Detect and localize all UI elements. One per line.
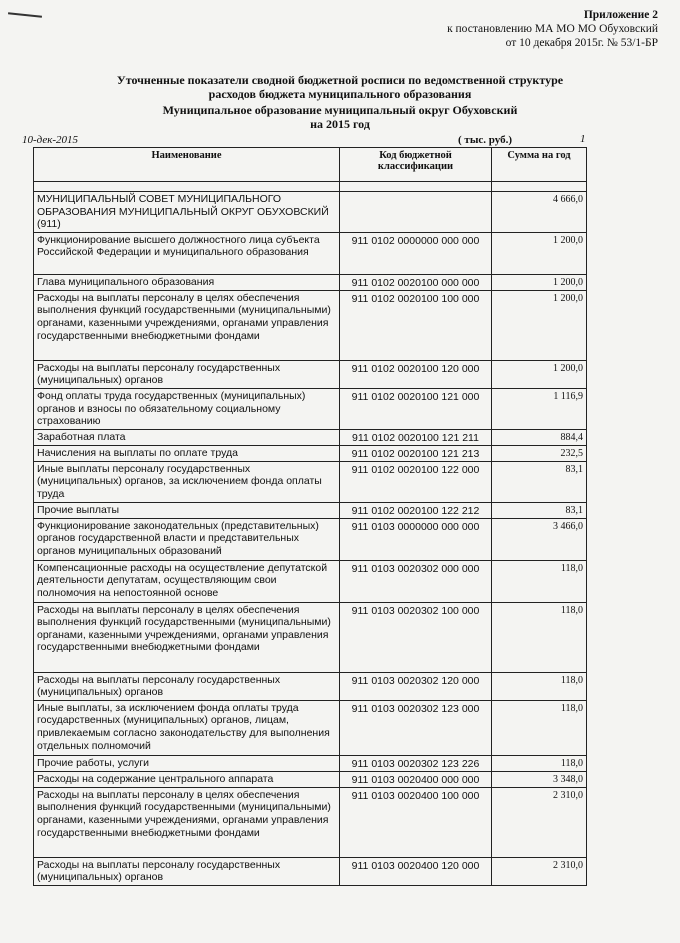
row-name: Расходы на выплаты персоналу в целях обеспечения выполнения функций государственными (муниципальными) органами, казенными учреждениями, органами управления государственными внебюджетными фондами (34, 787, 340, 857)
row-sum: 1 200,0 (492, 232, 587, 274)
header-sum: Сумма на год (492, 148, 587, 182)
document-title-line1: Уточненные показатели сводной бюджетной росписи по ведомственной структуре (116, 73, 564, 87)
row-code: 911 0102 0020100 000 000 (340, 274, 492, 290)
row-code: 911 0102 0020100 121 213 (340, 445, 492, 461)
row-sum: 1 200,0 (492, 360, 587, 388)
row-sum: 118,0 (492, 700, 587, 755)
row-code: 911 0103 0020302 123 000 (340, 700, 492, 755)
header-name: Наименование (34, 148, 340, 182)
table-row (34, 192, 587, 233)
row-code: 911 0103 0020400 100 000 (340, 787, 492, 857)
table-row (34, 755, 587, 771)
row-code: 911 0102 0020100 121 211 (340, 429, 492, 445)
row-sum: 118,0 (492, 755, 587, 771)
row-sum: 3 466,0 (492, 518, 587, 560)
row-code: 911 0102 0020100 122 000 (340, 461, 492, 502)
table-row (34, 602, 587, 672)
row-code: 911 0102 0020100 120 000 (340, 360, 492, 388)
row-name: Фонд оплаты труда государственных (муниципальных) органов и взносы по обязательному социальному страхованию (34, 388, 340, 429)
row-code: 911 0103 0020400 120 000 (340, 857, 492, 885)
table-row (34, 360, 587, 388)
row-sum: 83,1 (492, 502, 587, 518)
row-name: Расходы на выплаты персоналу в целях обеспечения выполнения функций государственными (муниципальными) органами, казенными учреждениями, органами управления государственными внебюджетными фондами (34, 602, 340, 672)
row-sum: 118,0 (492, 672, 587, 700)
pen-mark (8, 12, 42, 18)
document-title-line4: на 2015 год (310, 117, 370, 131)
row-name: Расходы на содержание центрального аппарата (34, 771, 340, 787)
row-name: Функционирование высшего должностного лица субъекта Российской Федерации и муниципального образования (34, 232, 340, 274)
row-sum: 884,4 (492, 429, 587, 445)
row-code: 911 0103 0020400 000 000 (340, 771, 492, 787)
document-title-line3: Муниципальное образование муниципальный округ Обуховский (162, 103, 518, 117)
appendix-date: от 10 декабря 2015г. № 53/1-БР (505, 37, 658, 49)
row-sum: 83,1 (492, 461, 587, 502)
row-name: Расходы на выплаты персоналу государственных (муниципальных) органов (34, 857, 340, 885)
row-code: 911 0102 0020100 100 000 (340, 290, 492, 360)
page-number: 1 (580, 133, 586, 145)
row-sum: 118,0 (492, 602, 587, 672)
row-name: Иные выплаты, за исключением фонда оплаты труда государственных (муниципальных) органов, лицам, привлекаемым согласно законодательству для выполнения отдельных полномочий (34, 700, 340, 755)
table-row (34, 771, 587, 787)
row-name: Прочие выплаты (34, 502, 340, 518)
row-name: Глава муниципального образования (34, 274, 340, 290)
budget-table (33, 147, 587, 886)
row-sum: 3 348,0 (492, 771, 587, 787)
units-label: ( тыс. руб.) (458, 134, 513, 146)
header-code: Код бюджетной классификации (340, 148, 492, 182)
row-code: 911 0102 0020100 121 000 (340, 388, 492, 429)
row-name: Функционирование законодательных (представительных) органов государственной власти и представительных органов муниципальных образований (34, 518, 340, 560)
appendix-reference: к постановлению МА МО МО Обуховский (447, 23, 658, 35)
table-row (34, 461, 587, 502)
table-row (34, 388, 587, 429)
table-row (34, 445, 587, 461)
row-sum: 1 200,0 (492, 290, 587, 360)
appendix-number: Приложение 2 (583, 9, 658, 21)
spacer-row (34, 182, 587, 192)
row-code: 911 0103 0020302 000 000 (340, 560, 492, 602)
row-name: Заработная плата (34, 429, 340, 445)
row-name: Расходы на выплаты персоналу в целях обеспечения выполнения функций государственными (муниципальными) органами, казенными учреждениями, органами управления государственными внебюджетными фондами (34, 290, 340, 360)
row-code: 911 0103 0020302 123 226 (340, 755, 492, 771)
row-sum: 1 200,0 (492, 274, 587, 290)
table-row (34, 672, 587, 700)
table-row (34, 700, 587, 755)
row-code: 911 0103 0020302 100 000 (340, 602, 492, 672)
table-row (34, 502, 587, 518)
row-code: 911 0102 0020100 122 212 (340, 502, 492, 518)
row-name: Расходы на выплаты персоналу государственных (муниципальных) органов (34, 360, 340, 388)
row-code: 911 0103 0000000 000 000 (340, 518, 492, 560)
row-code: 911 0103 0020302 120 000 (340, 672, 492, 700)
row-sum: 118,0 (492, 560, 587, 602)
row-name: Расходы на выплаты персоналу государственных (муниципальных) органов (34, 672, 340, 700)
row-sum: 1 116,9 (492, 388, 587, 429)
report-date: 10-дек-2015 (22, 134, 79, 146)
row-sum: 2 310,0 (492, 857, 587, 885)
table-row (34, 274, 587, 290)
row-name: МУНИЦИПАЛЬНЫЙ СОВЕТ МУНИЦИПАЛЬНОГО ОБРАЗОВАНИЯ МУНИЦИПАЛЬНЫЙ ОКРУГ ОБУХОВСКИЙ (911) (34, 192, 340, 233)
row-name: Начисления на выплаты по оплате труда (34, 445, 340, 461)
table-row (34, 560, 587, 602)
table-row (34, 429, 587, 445)
row-sum: 2 310,0 (492, 787, 587, 857)
row-name: Иные выплаты персоналу государственных (муниципальных) органов, за исключением фонда оплаты труда (34, 461, 340, 502)
table-row (34, 518, 587, 560)
row-code (340, 192, 492, 233)
table-row (34, 290, 587, 360)
row-sum: 232,5 (492, 445, 587, 461)
table-header-row (34, 148, 587, 182)
row-sum: 4 666,0 (492, 192, 587, 233)
row-code: 911 0102 0000000 000 000 (340, 232, 492, 274)
row-name: Прочие работы, услуги (34, 755, 340, 771)
appendix-header (447, 8, 658, 50)
document-title-line2: расходов бюджета муниципального образования (208, 87, 472, 101)
table-body (34, 182, 587, 886)
table-row (34, 232, 587, 274)
table-row (34, 857, 587, 885)
row-name: Компенсационные расходы на осуществление депутатской деятельности депутатам, осуществляющим свои полномочия на непостоянной основе (34, 560, 340, 602)
table-row (34, 787, 587, 857)
